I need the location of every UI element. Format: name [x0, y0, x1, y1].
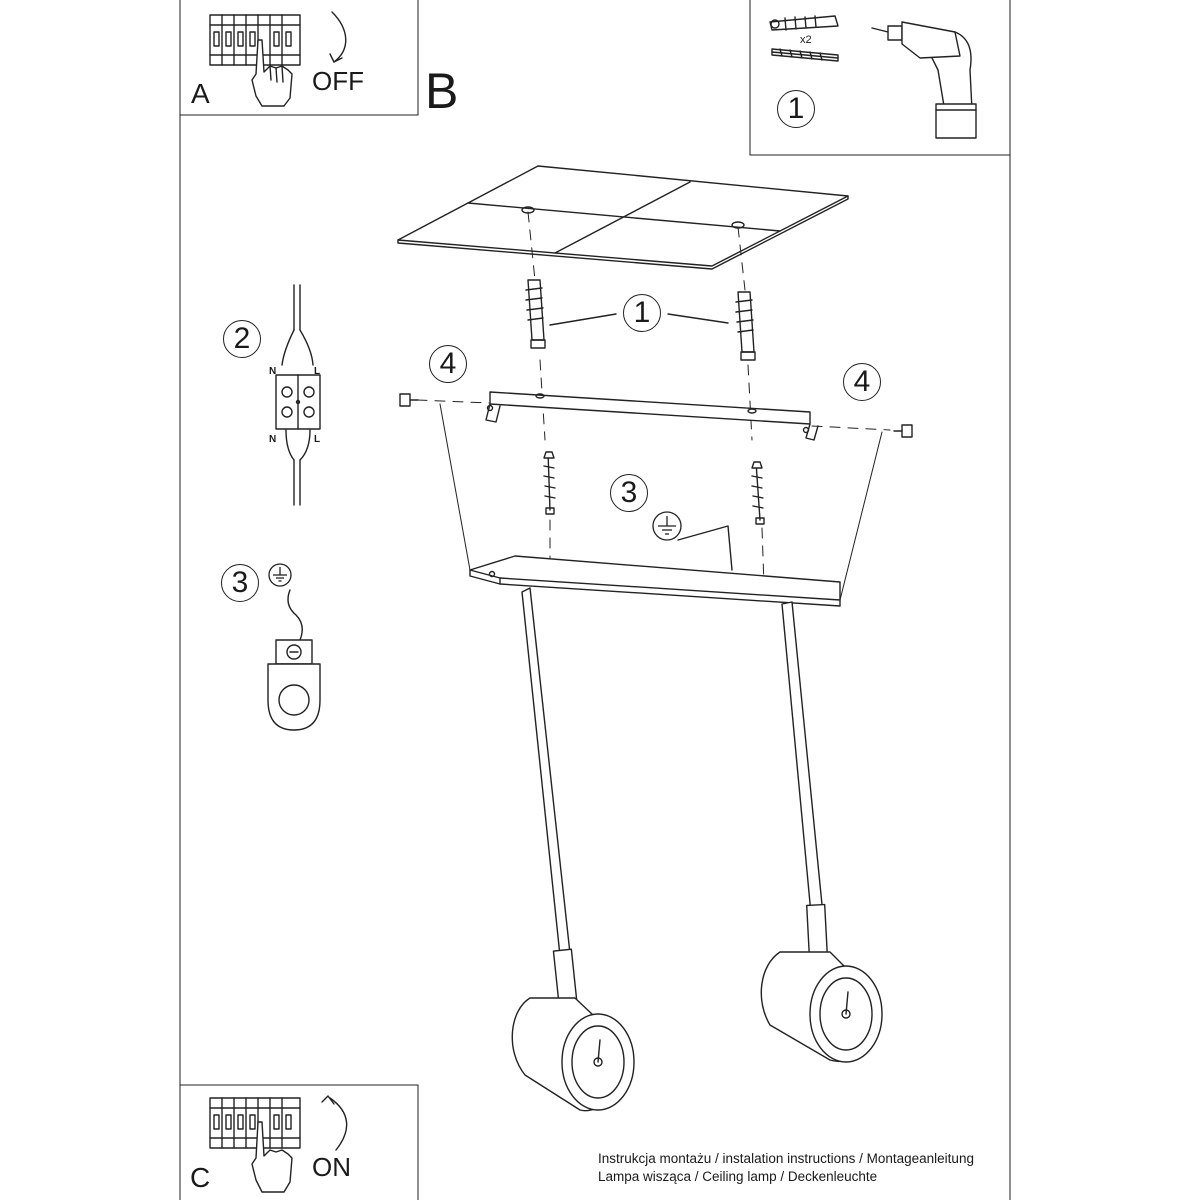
drill-icon	[872, 22, 976, 138]
panel-c-frame	[180, 1085, 418, 1200]
screw-left-icon	[400, 394, 418, 406]
mounting-bracket	[486, 392, 818, 440]
panel-a-label: A	[191, 78, 210, 109]
breaker-box-off-icon	[210, 15, 300, 106]
terminal-label-n-top: N	[269, 366, 277, 377]
panel-c-label: C	[190, 1162, 211, 1193]
ground-clamp-icon	[268, 590, 320, 730]
footer	[598, 1150, 974, 1186]
ceiling-plate	[398, 166, 848, 269]
panel-a-frame	[180, 0, 418, 115]
step-circle-ground-detail: 3	[221, 564, 259, 602]
step-circle-wiring: 2	[223, 320, 261, 358]
spotlight-left	[512, 998, 634, 1111]
footer-line-1: Instrukcja montażu / instalation instructions / Montageanleitung	[598, 1151, 974, 1166]
quantity-label: x2	[800, 34, 812, 46]
leader-line	[668, 314, 728, 323]
terminal-label-l-top: L	[314, 366, 321, 377]
anchor-left-icon	[526, 280, 545, 348]
step-circle-screw-right: 4	[843, 363, 881, 401]
leader-line	[550, 314, 616, 325]
ground-wire	[678, 526, 732, 570]
long-screw-left-icon	[544, 452, 555, 514]
anchor-right-icon	[736, 292, 755, 360]
step-circle-ground-main: 3	[610, 474, 648, 512]
lamp-rods	[522, 588, 827, 1001]
ground-symbol-icon	[268, 563, 292, 587]
panel-c-action: ON	[312, 1152, 351, 1182]
step-circle-screw-left: 4	[429, 345, 467, 383]
step-circle-tools: 1	[777, 90, 815, 128]
terminal-label-l-bottom: L	[314, 434, 321, 445]
panel-b-label: B	[425, 63, 459, 119]
breaker-box-on-icon	[210, 1098, 300, 1192]
wall-plug-icon	[770, 16, 838, 30]
spotlight-right	[761, 952, 882, 1062]
long-screw-right-icon	[752, 462, 764, 524]
panel-a-action: OFF	[312, 66, 364, 96]
terminal-block-icon	[276, 285, 320, 505]
screw-icon	[772, 49, 838, 61]
step-circle-anchor: 1	[623, 294, 661, 332]
screw-right-icon	[894, 425, 912, 437]
footer-line-2: Lampa wisząca / Ceiling lamp / Deckenleuchte	[598, 1169, 878, 1184]
terminal-label-n-bottom: N	[269, 434, 277, 445]
arrow-down-icon	[332, 12, 346, 62]
arrow-up-icon	[330, 1098, 347, 1150]
ground-symbol-main-icon	[652, 511, 682, 541]
